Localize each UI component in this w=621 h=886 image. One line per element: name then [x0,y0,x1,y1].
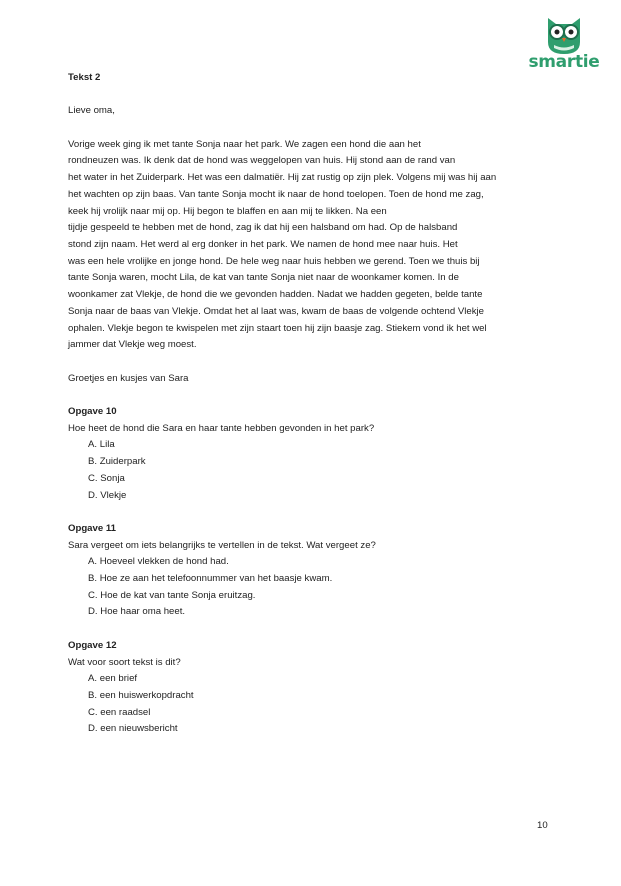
answer-options [68,671,568,738]
answer-options [68,554,568,621]
letter-line: keek hij vrolijk naar mij op. Hij begon te blaffen en aan mij te likken. Na een [68,205,387,217]
answer-option: D. een nieuwsbericht [88,723,178,735]
answer-option: C. Hoe de kat van tante Sonja eruitzag. [88,589,256,601]
letter-line: stond zijn naam. Het werd al erg donker in het park. We namen de hond mee naar huis. Het [68,239,458,250]
answer-option: C. een raadsel [88,706,151,718]
answer-option: B. een huiswerkopdracht [88,689,194,701]
letter-line: Sonja naar de baas van Vlekje. Omdat het al laat was, kwam de baas de volgende ochtend Vlekje [68,305,484,317]
question-title: Opgave 10 [68,406,117,417]
question-title: Opgave 12 [68,639,117,651]
letter-body [68,137,568,354]
letter-line: tijdje gespeeld te hebben met de hond, zag ik dat hij een halsband om had. Op de halsband [68,222,458,234]
answer-option: A. Lila [88,439,115,451]
letter-greeting: Lieve oma, [68,105,115,117]
owl-logo-icon [542,12,586,56]
question-prompt: Sara vergeet om iets belangrijks te vertellen in de tekst. Wat vergeet ze? [68,539,376,551]
page-number: 10 [537,820,548,831]
letter-line: rondneuzen was. Ik denk dat de hond was weggelopen van huis. Hij stond aan de rand van [68,155,456,167]
answer-option: C. Sonja [88,472,125,484]
answer-option: B. Zuiderpark [88,456,146,468]
text-title: Tekst 2 [68,72,101,83]
answer-option: A. Hoeveel vlekken de hond had. [88,556,229,568]
question-title: Opgave 11 [68,522,116,534]
letter-line: was een hele vrolijke en jonge hond. De hele weg naar huis hebben we gerend. Toen we thuis bij [68,255,480,267]
brand-name: smartie [528,52,600,72]
letter-closing: Groetjes en kusjes van Sara [68,372,189,384]
question-prompt: Wat voor soort tekst is dit? [68,656,181,668]
answer-options [68,437,568,504]
letter-line: jammer dat Vlekje weg moest. [68,339,197,351]
answer-option: B. Hoe ze aan het telefoonnummer van het baasje kwam. [88,573,333,585]
worksheet-content [68,70,568,738]
letter-line: woonkamer zat Vlekje, de hond die we gevonden hadden. Nadat we hadden gegeten, belde tante [68,289,483,301]
letter-line: tante Sonja waren, mocht Lila, de kat van tante Sonja niet naar de woonkamer komen. In de [68,272,459,284]
question-prompt: Hoe heet de hond die Sara en haar tante hebben gevonden in het park? [68,422,375,434]
answer-option: A. een brief [88,673,138,685]
answer-option: D. Hoe haar oma heet. [88,606,186,618]
answer-option: D. Vlekje [88,489,127,501]
letter-line: Vorige week ging ik met tante Sonja naar het park. We zagen een hond die aan het [68,138,421,150]
letter-line: ophalen. Vlekje begon te kwispelen met zijn staart toen hij zijn baasje zag. Stiekem vond ik het wel [68,322,487,334]
letter-line: het water in het Zuiderpark. Het was een dalmatiër. Hij zat rustig op zijn plek. Volgens mij was hij aan [68,172,497,184]
letter-line: het wachten op zijn baas. Van tante Sonja mocht ik naar de hond toelopen. Toen de hond me zag, [68,188,484,200]
